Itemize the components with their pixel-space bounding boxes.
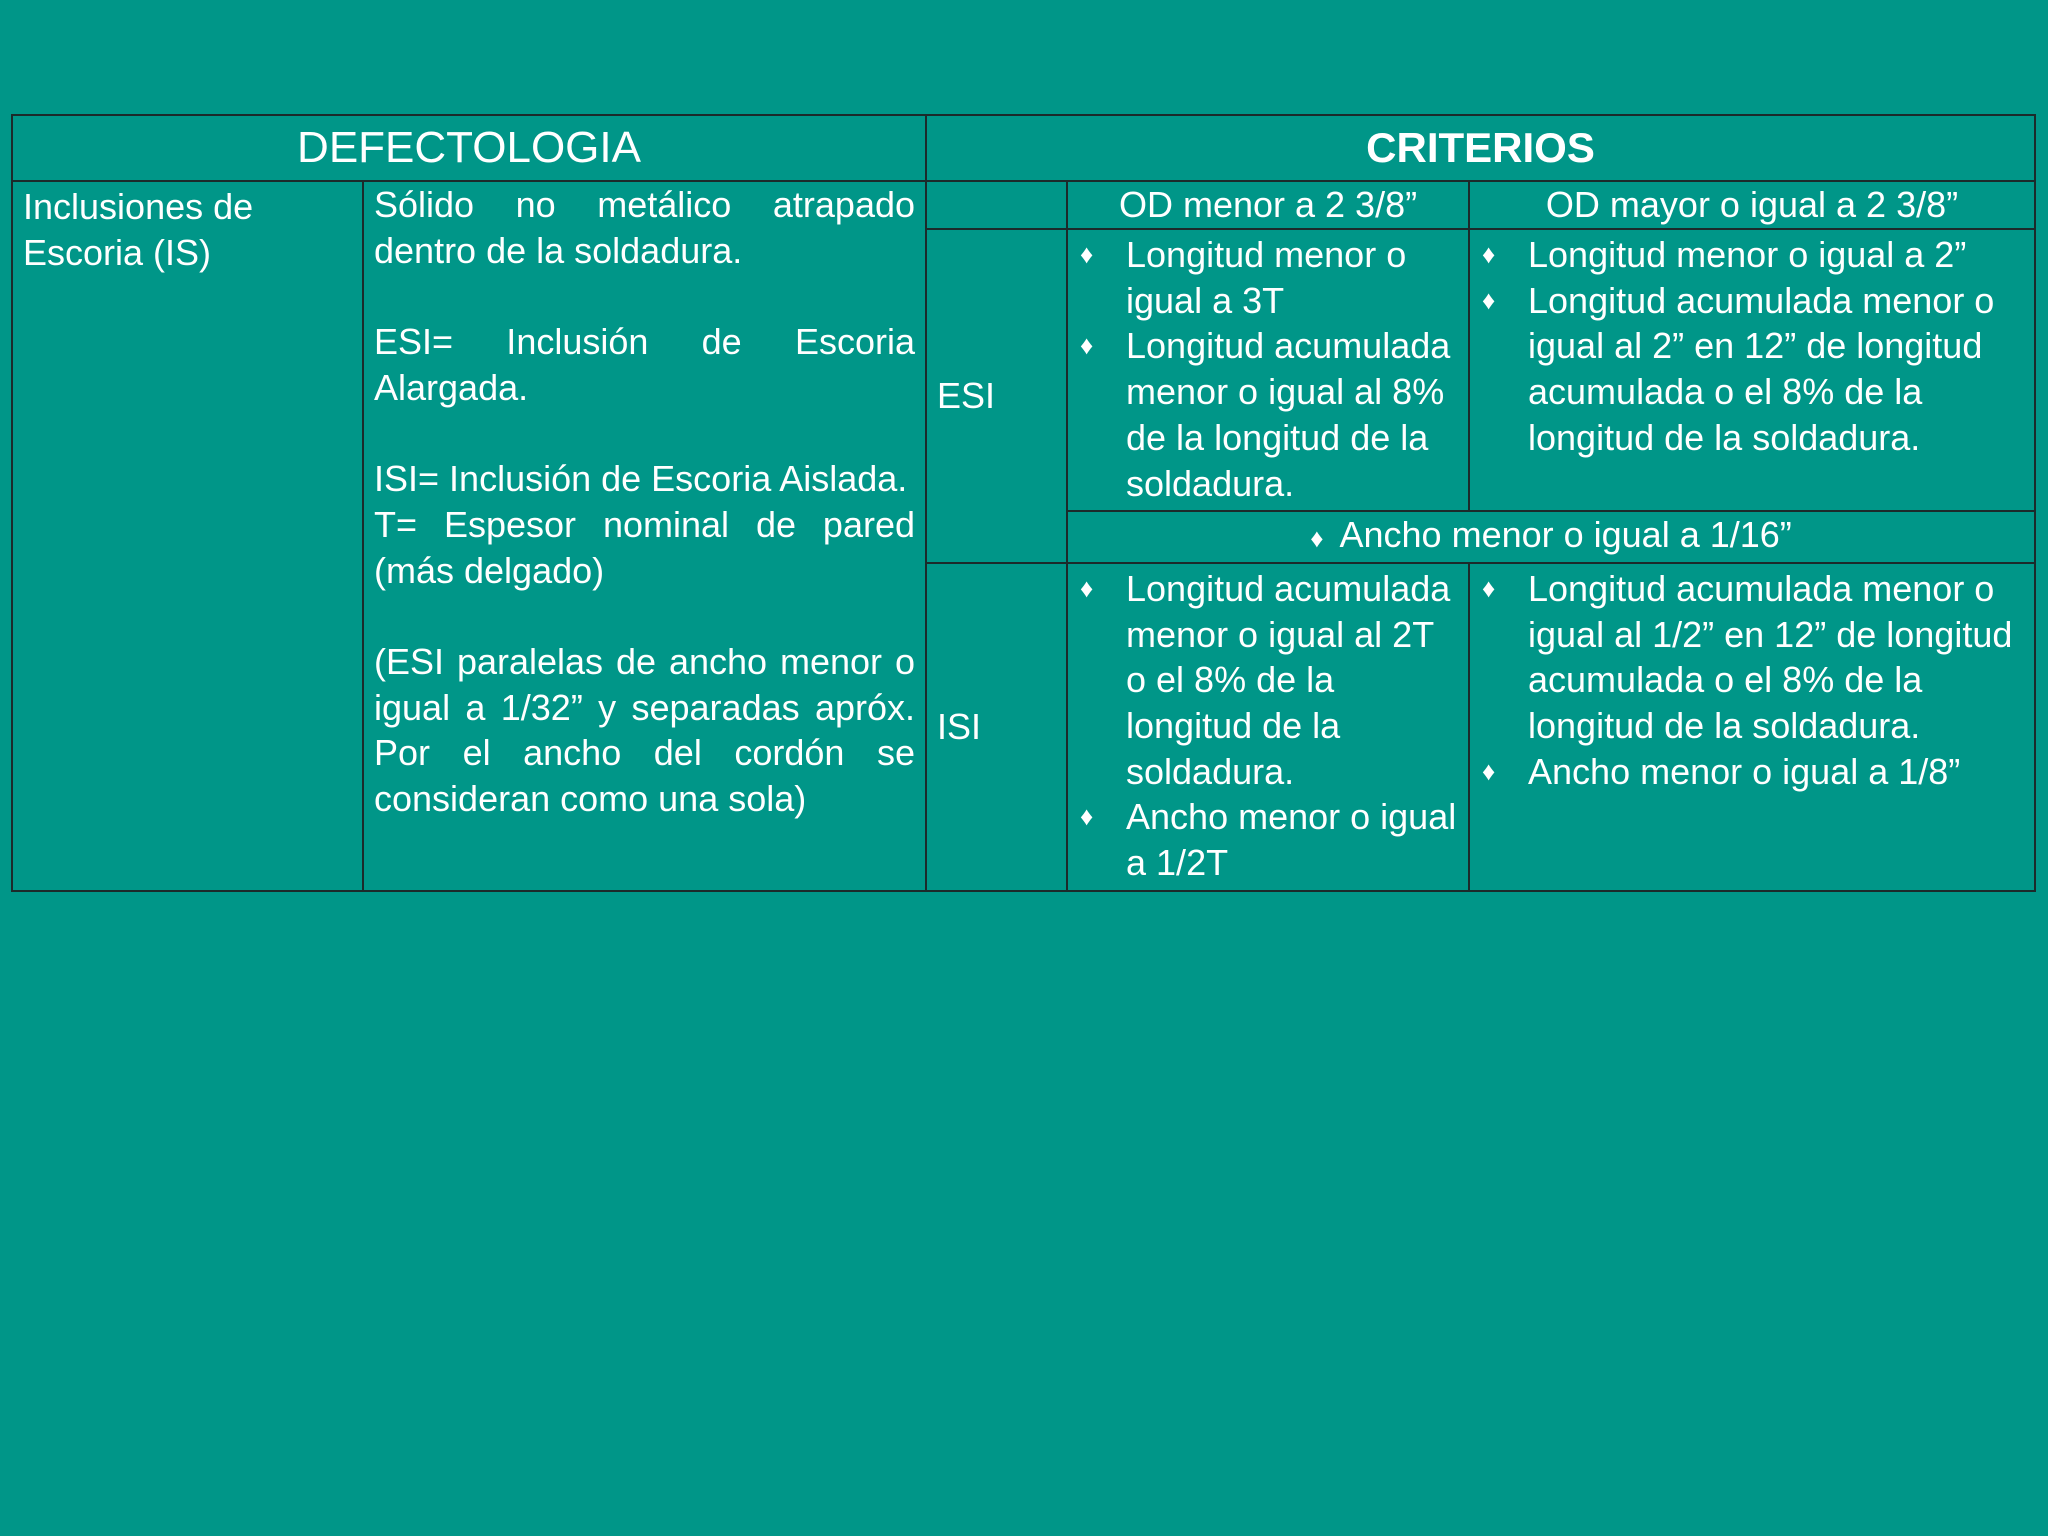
diamond-bullet-icon: ♦	[1482, 239, 1496, 269]
description-paragraph: T= Espesor nominal de pared (más delgado)	[374, 503, 916, 591]
description-paragraph: ISI= Inclusión de Escoria Aislada.	[374, 458, 908, 500]
diamond-bullet-icon: ♦	[1080, 239, 1094, 269]
column-header-od-large: OD mayor o igual a 2 3/8”	[1469, 181, 2035, 229]
description-paragraph: Sólido no metálico atrapado dentro de la soldadura.	[374, 184, 916, 271]
subheader-row	[12, 181, 2035, 229]
esi-large-criteria	[1469, 229, 2035, 511]
diamond-bullet-icon: ♦	[1080, 801, 1094, 832]
esi-width-criteria: ♦ Ancho menor o igual a 1/16”	[1067, 511, 2035, 563]
defect-name-cell: Inclusiones de Escoria (IS)	[12, 181, 363, 891]
diamond-bullet-icon: ♦	[1482, 755, 1496, 786]
diamond-bullet-icon: ♦	[1310, 523, 1324, 554]
description-paragraph: ESI= Inclusión de Escoria Alargada.	[374, 321, 916, 408]
criteria-bullet: ♦ Longitud menor o igual a 3T	[1080, 234, 1407, 321]
criteria-bullet: ♦ Longitud acumulada menor o igual al 2” en 12” de longitud acumulada o el 8% de la longitud de la soldadura.	[1482, 279, 1995, 458]
criteria-bullet: ♦ Ancho menor o igual a 1/8”	[1480, 749, 2024, 795]
criteria-bullet: ♦ Longitud acumulada menor o igual al 1/2” en 12” de longitud acumulada o el 8% de la longitud de la soldadura.	[1482, 567, 2013, 747]
column-header-od-small: OD menor a 2 3/8”	[1067, 181, 1469, 229]
criteria-bullet: ♦ Longitud acumulada menor o igual al 2T o el 8% de la longitud de la soldadura.	[1080, 567, 1451, 792]
diamond-bullet-icon: ♦	[1080, 330, 1094, 361]
diamond-bullet-icon: ♦	[1482, 572, 1496, 603]
diamond-bullet-icon: ♦	[1080, 572, 1094, 603]
header-defectologia: DEFECTOLOGIA	[12, 115, 926, 181]
criteria-table	[11, 114, 2036, 892]
description-paragraph: (ESI paralelas de ancho menor o igual a 1/32” y separadas apróx. Por el ancho del cordón se consideran como una sola)	[374, 640, 916, 820]
isi-large-criteria	[1469, 563, 2035, 891]
isi-label: ISI	[926, 563, 1067, 891]
isi-small-criteria	[1067, 563, 1469, 891]
criteria-bullet: ♦ Ancho menor o igual a 1/2T	[1080, 796, 1457, 884]
empty-corner-cell	[926, 181, 1067, 229]
esi-small-criteria	[1067, 229, 1469, 511]
header-criterios: CRITERIOS	[926, 115, 2035, 181]
header-row	[12, 115, 2035, 181]
criteria-bullet: ♦ Longitud menor o igual a 2”	[1480, 232, 2024, 278]
criteria-bullet: ♦ Longitud acumulada menor o igual al 8% de la longitud de la soldadura.	[1080, 325, 1451, 504]
diamond-bullet-icon: ♦	[1482, 284, 1496, 315]
defect-description-cell	[363, 181, 926, 891]
esi-label: ESI	[926, 229, 1067, 563]
